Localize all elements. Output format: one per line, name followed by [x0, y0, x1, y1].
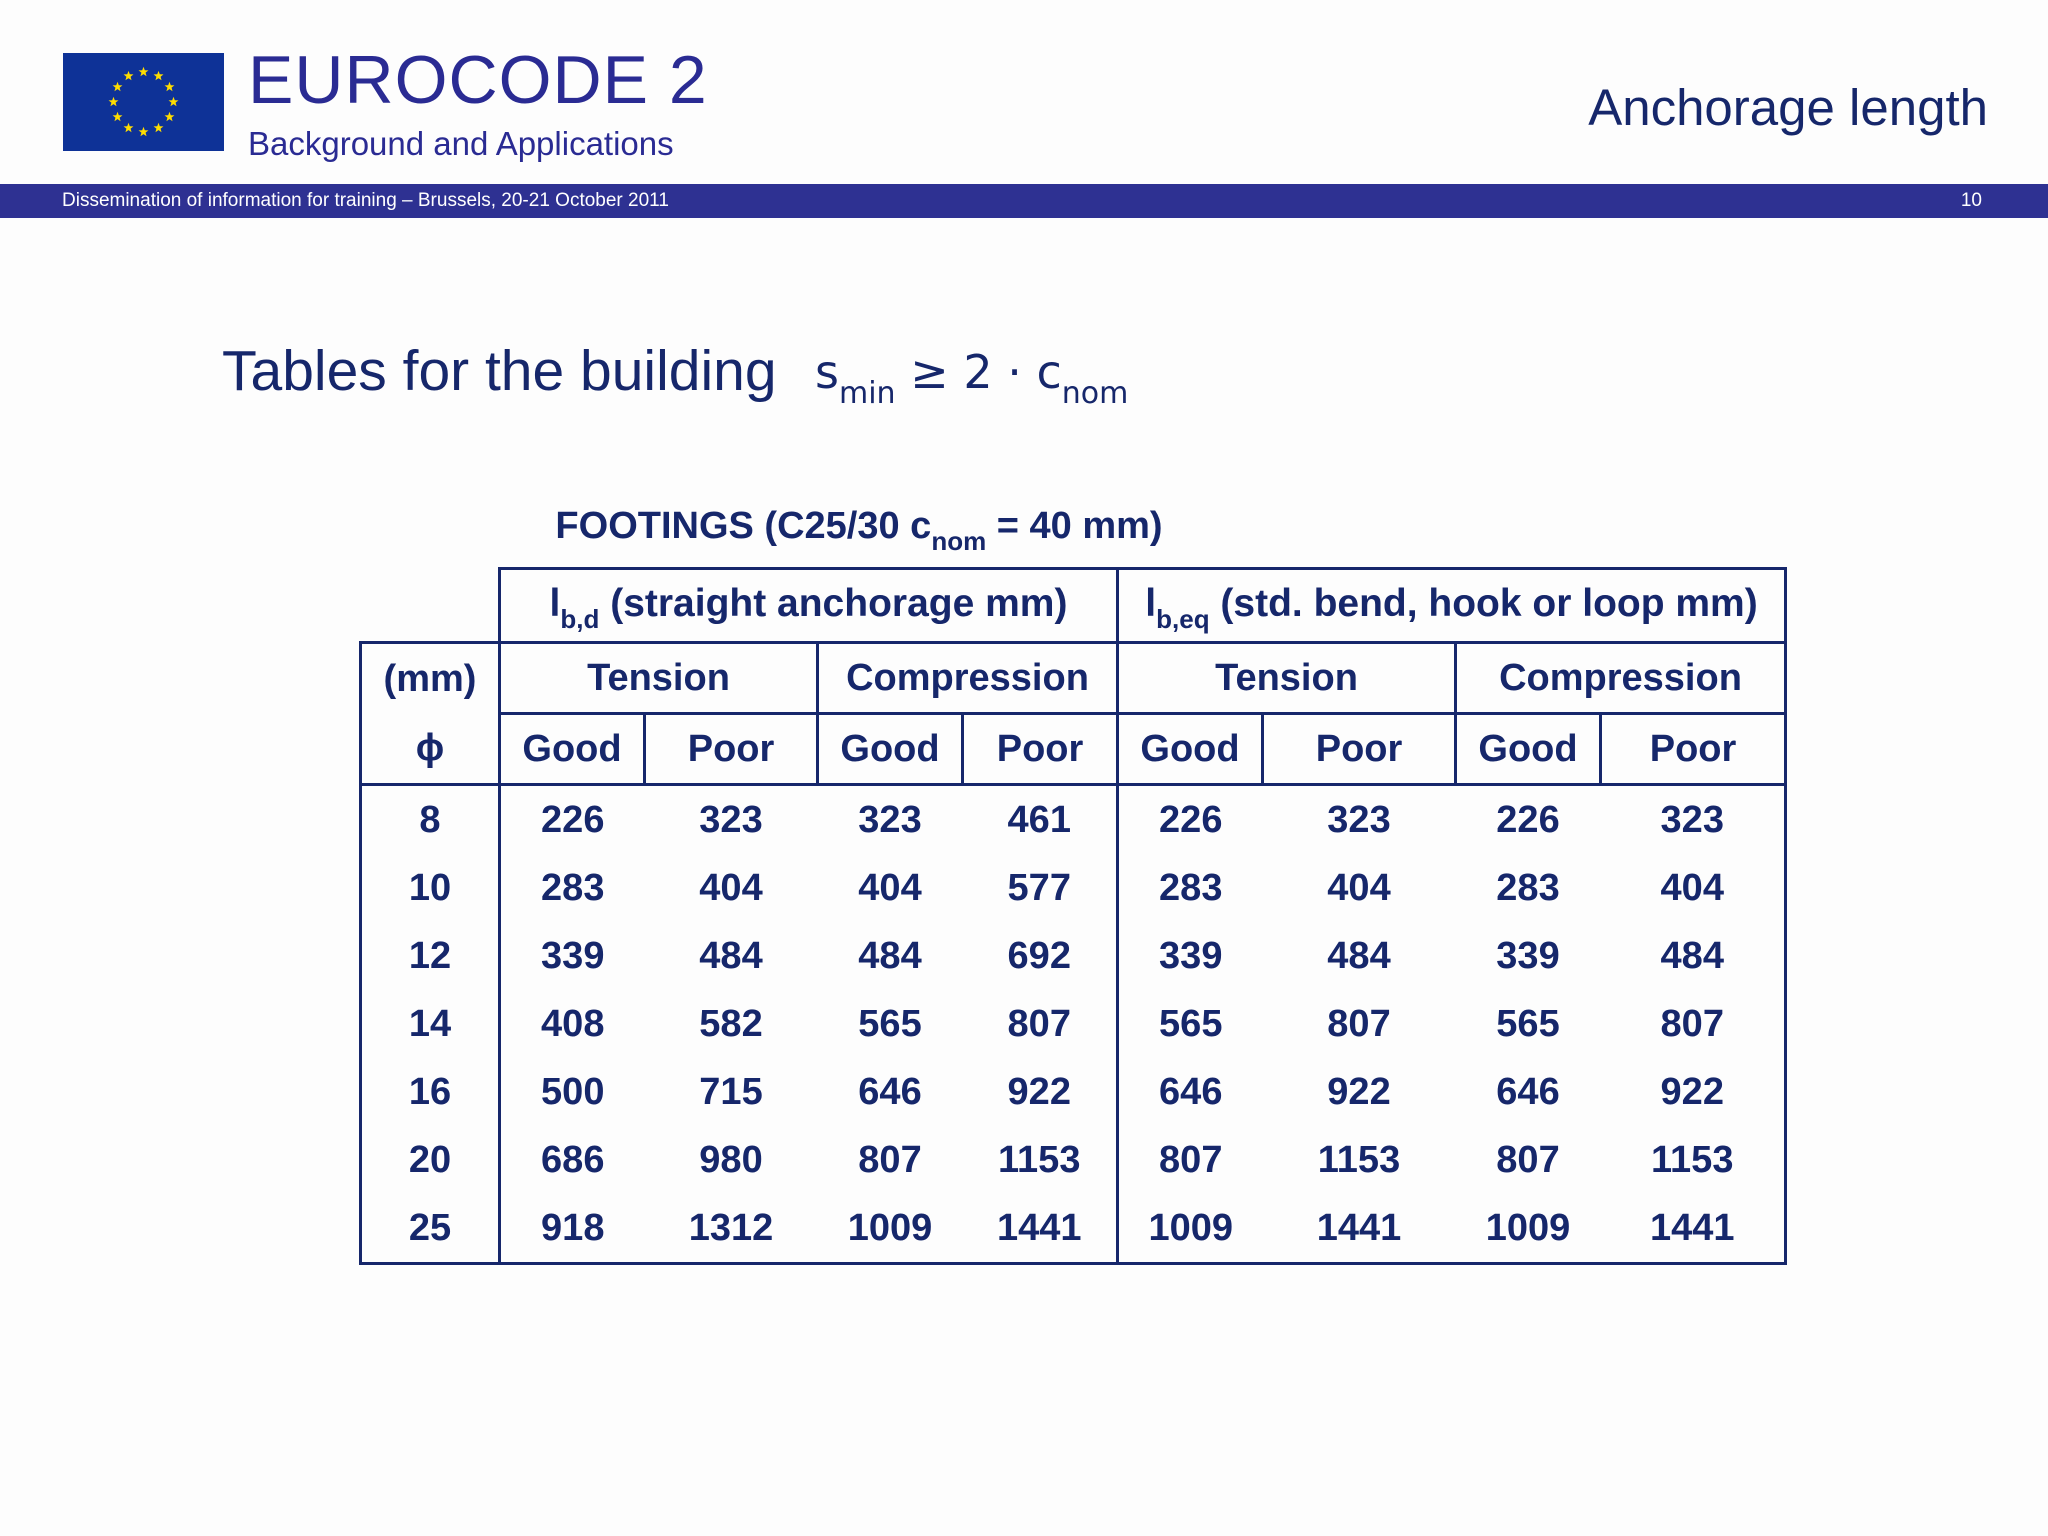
banner-text: Dissemination of information for training – Brussels, 20-21 October 2011 — [62, 190, 669, 211]
value-cell: 323 — [699, 799, 763, 841]
eu-flag-icon — [63, 53, 224, 151]
condition-header: Poor — [645, 714, 818, 785]
value-cell: 582 — [699, 1003, 763, 1045]
value-cell: 339 — [1159, 935, 1223, 977]
value-cell: 461 — [963, 785, 1118, 855]
value-cell: 1009 — [1456, 1194, 1601, 1264]
value-cell: 226 — [1496, 799, 1560, 841]
page-heading: Tables for the building — [222, 339, 777, 403]
value-cell: 922 — [963, 1058, 1118, 1126]
value-cell: 283 — [541, 867, 605, 909]
anchorage-table — [359, 567, 1787, 1265]
value-cell: 807 — [1496, 1139, 1560, 1181]
flag-star — [124, 123, 134, 132]
value-cell: 646 — [1496, 1071, 1560, 1113]
value-cell: 339 — [541, 935, 605, 977]
value-cell: 646 — [858, 1071, 922, 1113]
value-cell: 922 — [1327, 1071, 1391, 1113]
diameter-cell: 8 — [361, 785, 500, 855]
page-number: 10 — [1960, 190, 1982, 211]
flag-star — [165, 82, 175, 91]
value-cell: 807 — [1327, 1003, 1391, 1045]
value-cell: 283 — [1496, 867, 1560, 909]
value-cell: 692 — [963, 922, 1118, 990]
brand-subtitle: Background and Applications — [248, 125, 674, 162]
value-cell: 807 — [858, 1139, 922, 1181]
value-cell: 1441 — [963, 1194, 1118, 1264]
condition-header: Good — [1456, 714, 1601, 785]
value-cell: 1312 — [645, 1194, 818, 1264]
subgroup-header: Tension — [500, 643, 818, 714]
value-cell: 1153 — [1317, 1139, 1401, 1181]
value-cell: 980 — [699, 1139, 763, 1181]
value-cell: 404 — [1601, 854, 1786, 922]
condition-header: Poor — [1263, 714, 1456, 785]
value-cell: 226 — [1159, 799, 1223, 841]
value-cell: 922 — [1601, 1058, 1786, 1126]
table-row — [361, 1126, 1786, 1194]
value-cell: 339 — [1496, 935, 1560, 977]
subgroup-header-row — [361, 643, 1786, 714]
diameter-cell: 10 — [361, 854, 500, 922]
diameter-cell: 20 — [361, 1126, 500, 1194]
formula-s-sub: min — [838, 376, 896, 411]
value-cell: 646 — [1159, 1071, 1223, 1113]
value-cell: 404 — [1327, 867, 1391, 909]
value-cell: 807 — [1601, 990, 1786, 1058]
unit-label-cell: (mm) — [361, 643, 500, 714]
condition-header: Good — [1118, 714, 1263, 785]
flag-star — [113, 112, 123, 121]
flag-star — [154, 123, 164, 132]
value-cell: 500 — [541, 1071, 605, 1113]
value-cell: 323 — [1601, 785, 1786, 855]
value-cell: 1009 — [1118, 1194, 1263, 1264]
condition-header: Good — [500, 714, 645, 785]
diameter-cell: 12 — [361, 922, 500, 990]
value-cell: 565 — [1159, 1003, 1223, 1045]
value-cell: 1153 — [963, 1126, 1118, 1194]
table-title-suffix: = 40 mm) — [986, 505, 1163, 547]
condition-header-row — [361, 714, 1786, 785]
table-row — [361, 1194, 1786, 1264]
group-header-row — [361, 569, 1786, 643]
value-cell: 918 — [500, 1194, 645, 1264]
flag-star — [113, 82, 123, 91]
value-cell: 484 — [1327, 935, 1391, 977]
value-cell: 565 — [858, 1003, 922, 1045]
value-cell: 1153 — [1601, 1126, 1786, 1194]
subgroup-header: Compression — [818, 643, 1118, 714]
value-cell: 565 — [1496, 1003, 1560, 1045]
section-title: Anchorage length — [1588, 79, 1988, 136]
flag-star — [139, 127, 149, 136]
condition-header: Poor — [1601, 714, 1786, 785]
table-title — [0, 500, 1718, 555]
value-cell: 404 — [699, 867, 763, 909]
value-cell: 323 — [858, 799, 922, 841]
table-title-prefix: FOOTINGS (C25/30 c — [555, 505, 932, 547]
formula-relation: ≥ 2 · c — [910, 345, 1062, 399]
diameter-cell: 16 — [361, 1058, 500, 1126]
flag-star — [154, 71, 164, 80]
value-cell: 577 — [963, 854, 1118, 922]
equivalent-anchorage-header: $l_{b,eq}$ (std. bend, hook or loop mm) — [1118, 569, 1786, 643]
table-row — [361, 854, 1786, 922]
value-cell: 404 — [858, 867, 922, 909]
formula-s: s — [815, 345, 839, 399]
flag-star — [124, 71, 134, 80]
empty-corner-cell — [361, 569, 500, 643]
subgroup-header: Tension — [1118, 643, 1456, 714]
value-cell: 1009 — [818, 1194, 963, 1264]
value-cell: 408 — [541, 1003, 605, 1045]
flag-star — [139, 67, 149, 76]
value-cell: 226 — [541, 799, 605, 841]
table-title-sub: nom — [931, 526, 987, 556]
flag-star — [169, 97, 179, 106]
condition-header: Good — [818, 714, 963, 785]
spacing-formula — [815, 344, 1129, 411]
value-cell: 807 — [1159, 1139, 1223, 1181]
value-cell: 484 — [699, 935, 763, 977]
subgroup-header: Compression — [1456, 643, 1786, 714]
table-row — [361, 922, 1786, 990]
diameter-cell: 25 — [361, 1194, 500, 1264]
info-banner — [0, 184, 2048, 218]
condition-header: Poor — [963, 714, 1118, 785]
diameter-cell: 14 — [361, 990, 500, 1058]
straight-anchorage-header: $l_{b,d}$ (straight anchorage mm) — [500, 569, 1118, 643]
value-cell: 484 — [1601, 922, 1786, 990]
value-cell: 1441 — [1263, 1194, 1456, 1264]
table-row — [361, 1058, 1786, 1126]
value-cell: 715 — [699, 1071, 763, 1113]
value-cell: 323 — [1327, 799, 1391, 841]
value-cell: 807 — [963, 990, 1118, 1058]
flag-star — [165, 112, 175, 121]
brand-title: EUROCODE 2 — [248, 42, 708, 118]
value-cell: 484 — [858, 935, 922, 977]
table-row — [361, 990, 1786, 1058]
formula-c-sub: nom — [1061, 376, 1129, 411]
value-cell: 1441 — [1601, 1194, 1786, 1264]
table-row — [361, 785, 1786, 855]
value-cell: 686 — [541, 1139, 605, 1181]
flag-star — [109, 97, 119, 106]
value-cell: 283 — [1159, 867, 1223, 909]
phi-symbol-cell: ϕ — [361, 714, 500, 785]
